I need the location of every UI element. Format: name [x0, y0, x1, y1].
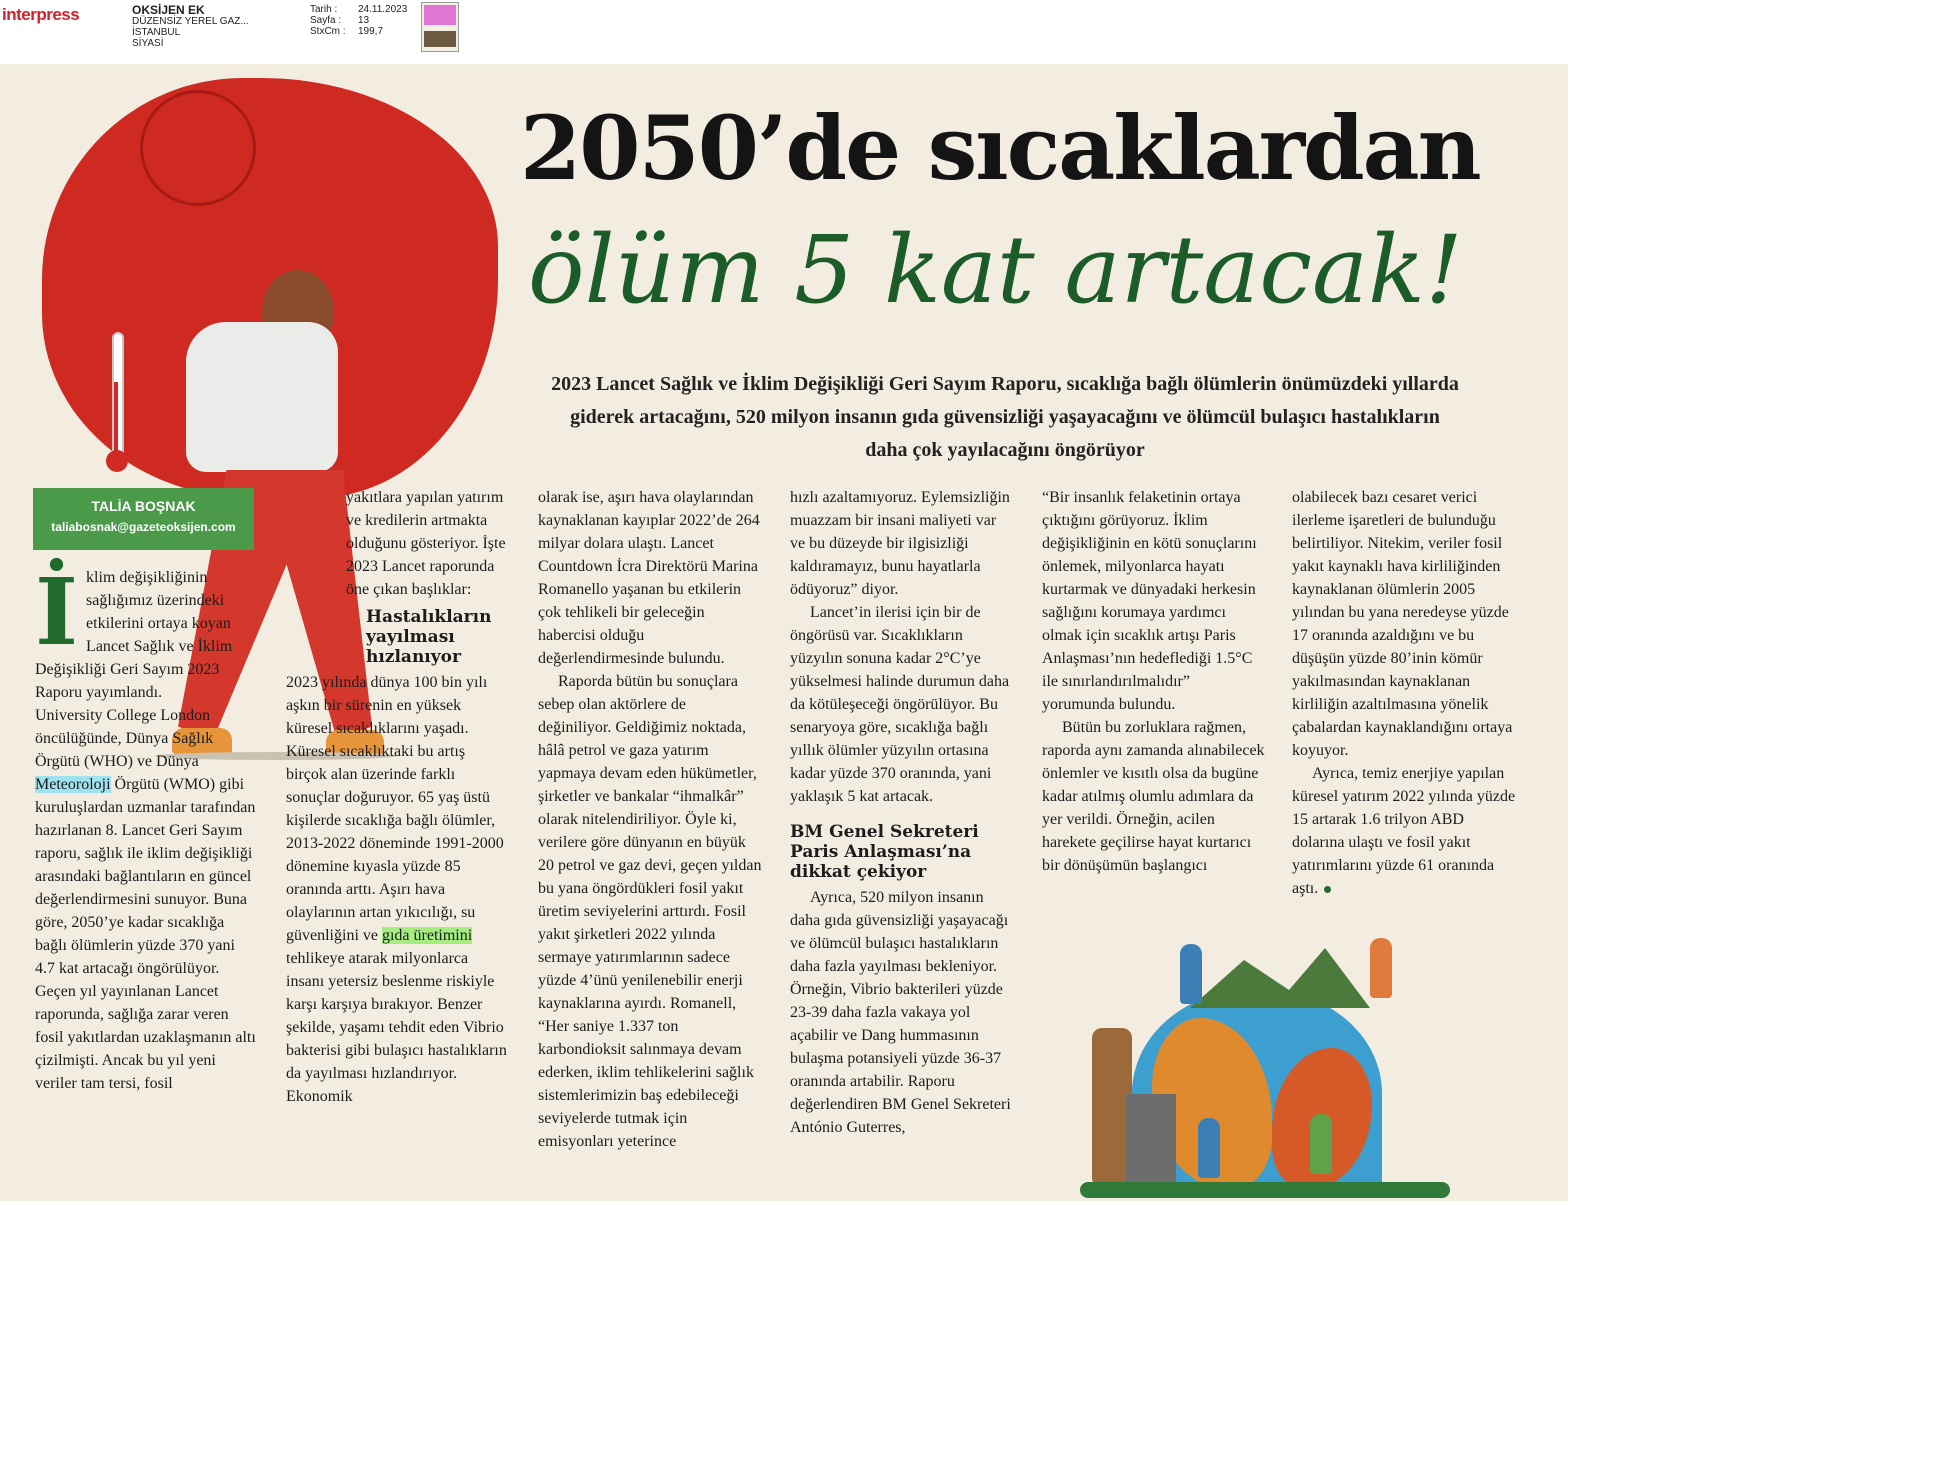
date-label: Tarih : [310, 4, 338, 15]
thumbnail-highlight [424, 5, 456, 25]
column-4 [790, 486, 1014, 1139]
person-illustration [1310, 1114, 1332, 1174]
col3-para-2: Raporda bütün bu sonuçlara sebep olan aktörlere de değiniliyor. Geldiğimiz noktada, hâlâ petrol ve gaza yatırım yapmaya devam eden hükümetler, şirketler ve bankalar “ihmalkâr” olarak nitelendiriliyor. Öyle ki, verilere göre dünyanın en büyük 20 petrol ve gaz devi, geçen yıldan bu yana öngördükleri fosil yakıt üretim seviyelerini arttırdı. Fosil yakıt şirketleri 2022 yılında sermaye yatırımlarının sadece yüzde 4’ünü yenilenebilir enerji kaynaklarına ayırdı. Romanell, “Her saniye 1.337 ton karbondioksit salınmaya devam ederken, iklim tehlikelerini sağlık sistemlerimizin baş edebileceği seviyelerde tutmak için emisyonları yeterince [538, 673, 762, 1150]
earth-climate-illustration [1080, 918, 1450, 1198]
col5-para-2: Bütün bu zorluklara rağmen, raporda aynı zamanda alınabilecek önlemler ve kısıtlı olsa da bugüne kadar atılmış olumlu adımlara da yer verildi. Örneğin, acilen harekete geçilirse hayat kurtarıcı bir dönüşümün başlangıcı [1042, 719, 1265, 874]
author-name: TALİA BOŞNAK [91, 498, 196, 514]
column-5 [1042, 486, 1266, 877]
column-3 [538, 486, 762, 1153]
col5-para-1: “Bir insanlık felaketinin ortaya çıktığını görüyoruz. İklim değişikliğinin en kötü sonuçlarını önlemek, milyonlarca hayatı kurtarmak ve dünyadaki herkesin sağlığını korumaya yardımcı olmak için sıcaklık artışı Paris Anlaşması’nın hedeflediği 1.5°C ile sınırlandırılmalıdır” yorumunda bulundu. [1042, 489, 1257, 713]
publication-type: DÜZENSİZ YEREL GAZ... [132, 16, 249, 27]
woman-shirt-illustration [186, 322, 338, 472]
size-value: 199,7 [358, 26, 384, 37]
col2-para-1: yakıtlara yapılan yatırım ve kredilerin artmakta olduğunu gösteriyor. İşte 2023 Lancet raporunda öne çıkan başlıklar: [346, 489, 506, 598]
page-value: 13 [358, 15, 370, 26]
col6-para-1: olabilecek bazı cesaret verici ilerleme işaretleri de bulunduğu belirtiliyor. Nitekim, veriler fosil yakıt kaynaklı hava kirliliğinden kaynaklanan ölümlerin 2005 yılından bu yana neredeyse yüzde 17 oranında azaldığını ve bu düşüşün yüzde 80’inin kömür yakılmasından kaynaklanan kirliliğin azaltılmasına yönelik çabalardan kaynaklandığını ortaya koyuyor. [1292, 489, 1513, 759]
person-illustration [1370, 938, 1392, 998]
person-illustration [1180, 944, 1202, 1004]
subhead-bm-genel-sekreteri: BM Genel Sekreteri Paris Anlaşması’na dikkat çekiyor [790, 822, 979, 882]
col1-para-2: University College London öncülüğünde, Dünya Sağlık Örgütü (WHO) ve Dünya Meteoroloji Örgütü (WMO) gibi kuruluşlardan uzmanlar tarafından hazırlanan 8. Lancet Geri Sayım raporu, sağlık ile iklim değişikliği arasındaki bağlantıların en güncel değerlendirmesini sunuyor. Buna göre, 2050’ye kadar sıcaklığa bağlı ölümlerin yüzde 370 yani 4.7 kat artacağı öngörülüyor. Geçen yıl yayınlanan Lancet raporunda, sağlığa zarar veren fosil yakıtlardan uzaklaşmanın altı çizilmişti. Ancak bu yıl yeni veriler tam tersi, fosil [35, 707, 256, 1092]
column-1 [35, 558, 257, 1095]
col4-para-1: hızlı azaltamıyoruz. Eylemsizliğin muazzam bir insani maliyeti var ve bu düzeyde bir ilgisizliği kaldıramayız, bunu hayatlarla ödüyoruz” diyor. [790, 489, 1010, 598]
col2-para-2: 2023 yılında dünya 100 bin yılı aşkın bir sürenin en yüksek küresel sıcaklıklarını yaşadı. Küresel sıcaklıktaki bu artış birçok alan üzerinde farklı sonuçlar doğuruyor. 65 yaş üstü kişilerde sıcaklığa bağlı ölümler, 2013-2022 döneminde 1991-2000 dönemine kıyasla yüzde 85 oranında arttı. Aşırı hava olaylarının artan yıkıcılığı, su güvenliğini ve gıda üretimini tehlikeye atarak milyonlarca insanı yetersiz beslenme riskiyle karşı karşıya bırakıyor. Benzer şekilde, yaşamı tehdit eden Vibrio bakterisi gibi bulaşıcı hastalıkların da yayılması hızlandırıyor. Ekonomik [286, 674, 507, 1105]
publication-info [132, 4, 249, 49]
col6-para-2: Ayrıca, temiz enerjiye yapılan küresel yatırım 2022 yılında yüzde 15 artarak 1.6 trilyon ABD dolarına ulaştı ve fosil yakıt yatırımlarını yüzde 61 oranında aştı. [1292, 765, 1516, 897]
column-2 [286, 486, 508, 1108]
person-illustration [1198, 1118, 1220, 1178]
thumbnail-image [424, 31, 456, 47]
col4-para-2: Lancet’in ilerisi için bir de öngörüsü var. Sıcaklıkların yüzyılın sonuna kadar 2°C’ye yükselmesi halinde durumun daha da kötüleşeceği öngörülüyor. Bu senaryoya göre, sıcaklığa bağlı yıllık ölümler yüzyılın ortasına kadar yüzde 370 oranında, yani yaklaşık 5 kat artacak. [790, 604, 1010, 805]
dropcap: İ [35, 558, 79, 666]
highlight-meteoroloji: Meteoroloji [35, 776, 111, 793]
col4-para-3: Ayrıca, 520 milyon insanın daha gıda güvensizliği yaşayacağı ve ölümcül bulaşıcı hastalıkların daha fazla yayılması bekleniyor. Örneğin, Vibrio bakterileri yüzde 23-39 daha fazla vakaya yol açabilir ve Dang hummasının bulaşma potansiyeli yüzde 36-37 oranında artabilir. Raporu değerlendiren BM Genel Sekreteri António Guterres, [790, 889, 1011, 1136]
subhead-hastaliklar: Hastalıkların yayılması hızlanıyor [366, 607, 492, 667]
article-spot: 2023 Lancet Sağlık ve İklim Değişikliği Geri Sayım Raporu, sıcaklığa bağlı ölümlerin önümüzdeki yıllarda giderek artacağını, 520 milyon insanın gıda güvensizliği yaşayacağını ve ölümcül bulaşıcı hastalıkların daha çok yayılacağını öngörüyor [551, 373, 1459, 461]
col3-para-1: olarak ise, aşırı hava olaylarından kaynaklanan kayıplar 2022’de 264 milyar dolara ulaştı. Lancet Countdown İcra Direktörü Marina Romanello yaşanan bu etkilerin çok tehlikeli bir geleceğin habercisi olduğu değerlendirmesinde bulundu. [538, 489, 760, 667]
author-byline [33, 488, 254, 550]
page-thumbnail[interactable] [421, 2, 459, 52]
publication-category: SİYASİ [132, 38, 164, 49]
publication-city: İSTANBUL [132, 27, 181, 38]
interpress-logo: interpress [2, 5, 80, 24]
ground-illustration [1080, 1182, 1450, 1198]
headline-line-2: ölüm 5 kat artacak! [528, 216, 1463, 325]
column-6 [1292, 486, 1520, 900]
col1-para-1: İklim değişikliğinin sağlığımız üzerindeki etkilerini ortaya koyan Lancet Sağlık ve İklim Değişikliği Geri Sayım 2023 Raporu yayımlandı. [35, 558, 233, 701]
thermometer-icon [104, 332, 128, 482]
publication-name: OKSİJEN EK [132, 3, 205, 17]
mountain-illustration [1190, 948, 1370, 1008]
date-value: 24.11.2023 [358, 4, 408, 15]
page-label: Sayfa : [310, 15, 342, 26]
clipping-meta [310, 4, 407, 37]
headline-line-1: 2050’de sıcaklardan [520, 96, 1480, 200]
author-email: taliabosnak@gazeteoksijen.com [51, 520, 236, 534]
highlight-gida-uretimi: gıda üretimini [381, 927, 473, 944]
factory-illustration [1126, 1094, 1176, 1194]
end-mark-icon [1324, 886, 1331, 893]
sun-icon [140, 90, 256, 206]
clipping-header [0, 0, 1568, 64]
size-label: StxCm : [310, 26, 346, 37]
